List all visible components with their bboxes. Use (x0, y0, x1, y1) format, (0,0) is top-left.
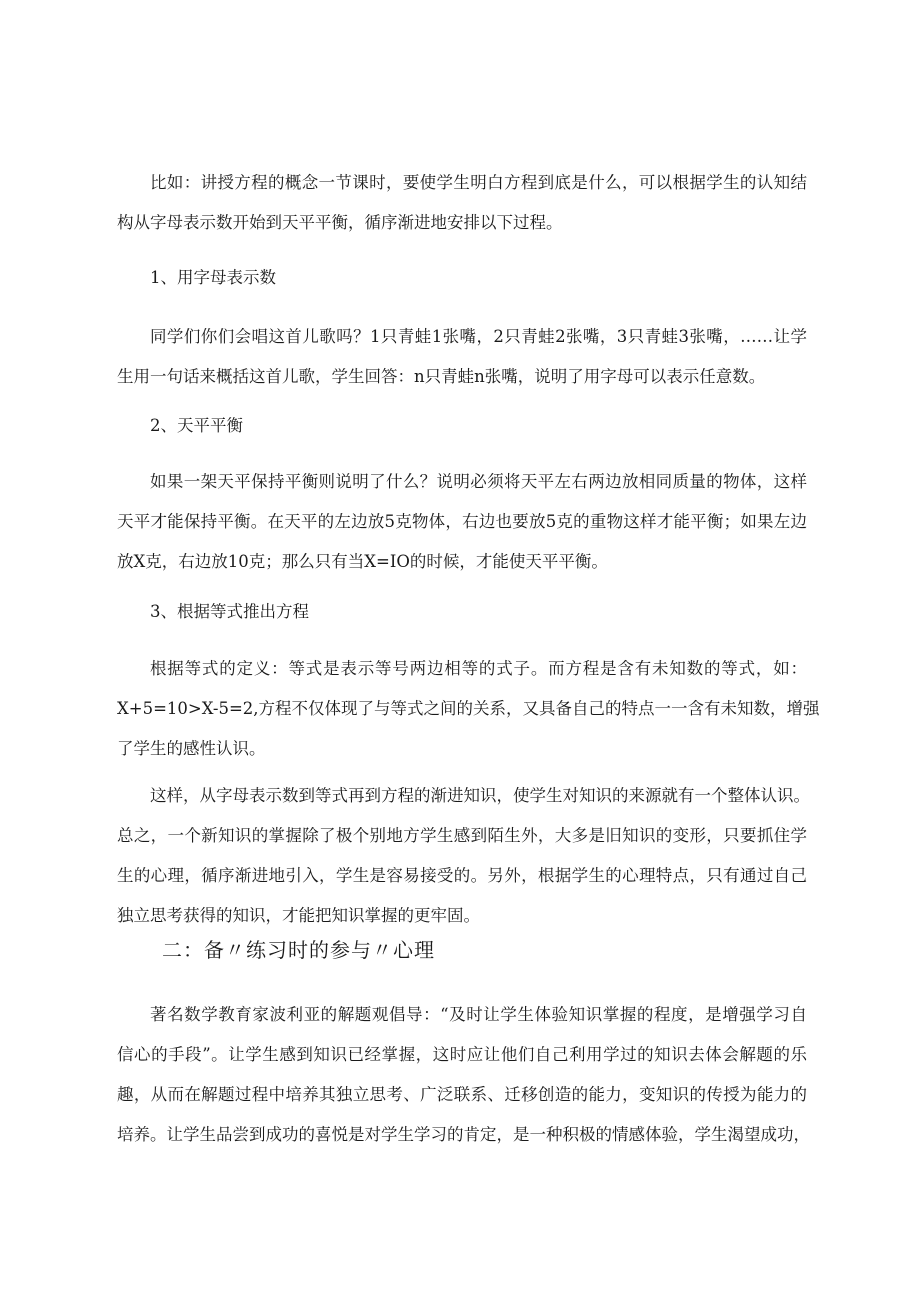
item-1-title: 1、用字母表示数 (150, 268, 276, 287)
paragraph-line: 生的心理，循序渐进地引入，学生是容易接受的。另外，根据学生的心理特点，只有通过自己 (117, 866, 807, 885)
paragraph-line: X+5=10>X-5=2,方程不仅体现了与等式之间的关系，又具备自己的特点一一含有未知数，增强 (117, 699, 820, 718)
item-3-paragraph (117, 649, 820, 769)
paragraph-line: 天平才能保持平衡。在天平的左边放5克物体，右边也要放5克的重物这样才能平衡；如果左边 (117, 512, 807, 531)
paragraph-line: 如果一架天平保持平衡则说明了什么？说明必须将天平左右两边放相同质量的物体，这样 (150, 472, 807, 491)
paragraph-line: 信心的手段”。让学生感到知识已经掌握，这时应让他们自己利用学过的知识去体会解题的乐 (117, 1045, 807, 1064)
paragraph-line: 生用一句话来概括这首儿歌，学生回答：n只青蛙n张嘴，说明了用字母可以表示任意数。 (117, 367, 766, 386)
paragraph-line: 构从字母表示数开始到天平平衡，循序渐进地安排以下过程。 (117, 213, 563, 232)
item-3-title: 3、根据等式推出方程 (150, 602, 309, 621)
paragraph-line: 根据等式的定义：等式是表示等号两边相等的式子。而方程是含有未知数的等式，如： (150, 659, 807, 678)
paragraph-line: 著名数学教育家波利亚的解题观倡导：“及时让学生体验知识掌握的程度，是增强学习自 (150, 1005, 807, 1024)
paragraph-line: 放X克，右边放10克；那么只有当X=IO的时候，才能使天平平衡。 (117, 552, 608, 571)
section-2-paragraph (117, 995, 810, 1155)
item-1-paragraph (117, 317, 807, 397)
item-2-title: 2、天平平衡 (150, 416, 243, 435)
intro-paragraph (117, 163, 807, 243)
paragraph-line: 了学生的感性认识。 (117, 739, 266, 758)
summary-paragraph (117, 776, 810, 936)
paragraph-line: 培养。让学生品尝到成功的喜悦是对学生学习的肯定，是一种积极的情感体验，学生渴望成功， (117, 1125, 810, 1144)
paragraph-line: 总之，一个新知识的掌握除了极个别地方学生感到陌生外，大多是旧知识的变形，只要抓住学 (117, 826, 807, 845)
paragraph-line: 独立思考获得的知识，才能把知识掌握的更牢固。 (117, 906, 480, 925)
section-heading: 二：备〃练习时的参与〃心理 (162, 938, 435, 962)
paragraph-line: 趣，从而在解题过程中培养其独立思考、广泛联系、迁移创造的能力，变知识的传授为能力的 (117, 1085, 807, 1104)
paragraph-line: 比如：讲授方程的概念一节课时，要使学生明白方程到底是什么，可以根据学生的认知结 (150, 173, 807, 192)
paragraph-line: 这样，从字母表示数到等式再到方程的渐进知识，使学生对知识的来源就有一个整体认识。 (150, 786, 810, 805)
paragraph-line: 同学们你们会唱这首儿歌吗？1只青蛙1张嘴，2只青蛙2张嘴，3只青蛙3张嘴，……让学 (150, 327, 807, 346)
item-2-paragraph (117, 462, 807, 582)
